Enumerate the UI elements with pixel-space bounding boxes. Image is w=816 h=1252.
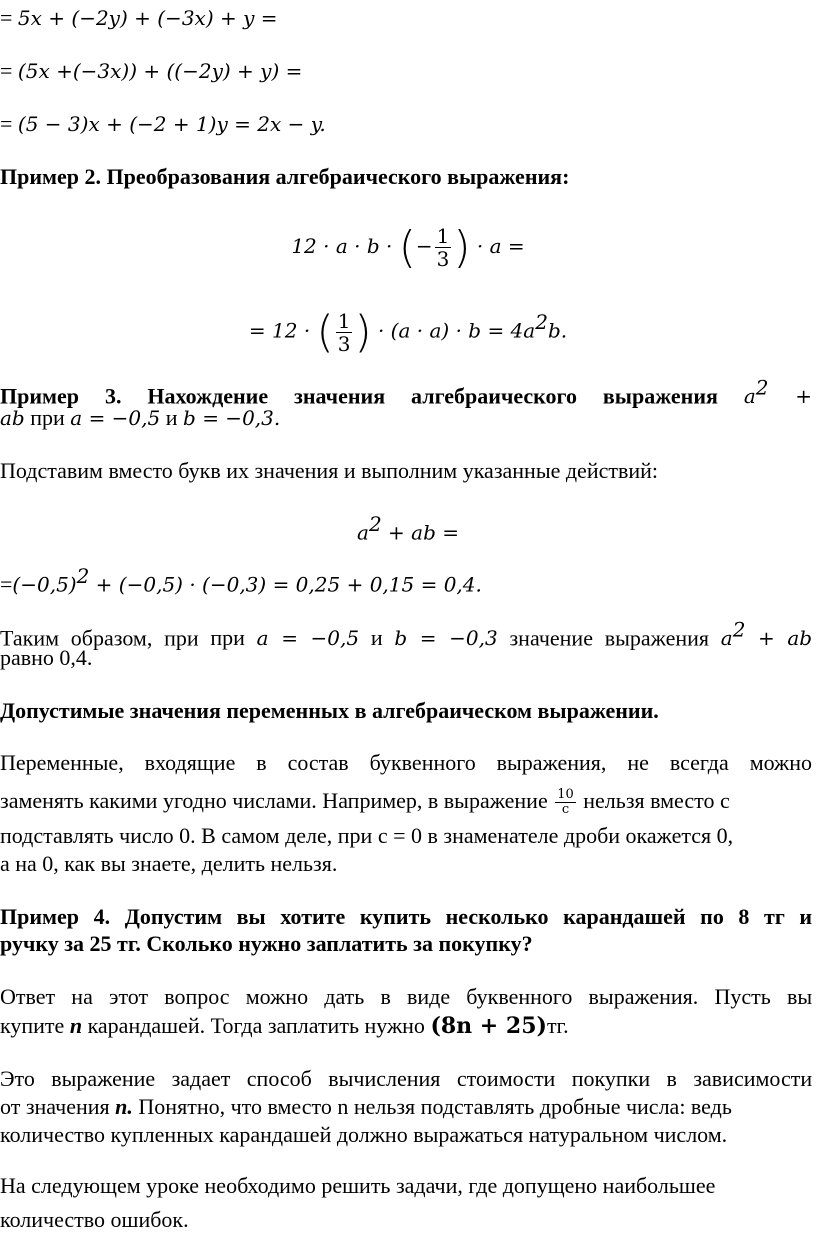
example-3-equation-2: $=(-0,5)^2 + (-0,5) \cdot (-0,3) = 0,25 + 0,15 = 0,4$. bbox=[0, 564, 482, 597]
example-3-equation-1: $a^2$ + ab = bbox=[357, 512, 459, 545]
example-3-conclusion: Таким образом, при при a = −0,5 и b = −0,3 значение выражения $a^2$ + ab bbox=[0, 618, 813, 651]
example-2-equation-2: = 12 · ( $\frac{1}{3}$ ) · $(a \cdot a) \cdot b = 4a^2b$. bbox=[248, 306, 568, 358]
example-3-substitute-text: Подставим вместо букв их значения и выполним указанные действий: bbox=[0, 458, 659, 483]
formula-line-1 bbox=[0, 4, 278, 32]
allowed-values-heading: Допустимые значения переменных в алгебраическом выражении. bbox=[0, 698, 659, 723]
equals-sign: = bbox=[0, 111, 13, 136]
example-4-heading: Пример 4. Допустим вы хотите купить несколько карандашей по 8 тг и bbox=[0, 904, 813, 929]
allowed-paragraph-line-3: подставлять число 0. В самом деле, при с = 0 в знаменателе дроби окажется 0, bbox=[0, 823, 734, 848]
example-4-answer-line-1: Ответ на этот вопрос можно дать в виде буквенного выражения. Пусть вы bbox=[0, 984, 813, 1009]
formula-text: (5 − 3)x + (−2 + 1)y = 2x − y. bbox=[17, 112, 326, 136]
formula-text: (5x +(−3x)) + ((−2y) + y) = bbox=[17, 59, 303, 83]
formula-line-2 bbox=[0, 57, 302, 85]
allowed-paragraph-line-2: заменять какими угодно числами. Например, в выражение $\frac{10}{c}$ нельзя вместо с bbox=[0, 787, 730, 818]
example-3-condition: ab при a = −0,5 и b = −0,3. bbox=[0, 405, 281, 430]
example-4-explanation-line-2: от значения n. Понятно, что вместо n нельзя подставлять дробные числа: ведь bbox=[0, 1094, 732, 1119]
example-3-heading: Пример 3. Нахождение значения алгебраического выражения $a^2$ + bbox=[0, 376, 813, 409]
example-3-conclusion-end: равно 0,4. bbox=[0, 645, 93, 670]
cost-expression: (8n + 25) bbox=[430, 1013, 547, 1039]
allowed-paragraph-line-1: Переменные, входящие в состав буквенного выражения, не всегда можно bbox=[0, 750, 813, 775]
next-lesson-line-1: На следующем уроке необходимо решить задачи, где допущено наибольшее bbox=[0, 1173, 716, 1198]
equals-sign: = bbox=[0, 58, 13, 83]
equals-sign: = bbox=[0, 5, 13, 30]
example-4-explanation-line-3: количество купленных карандашей должно выражаться натуральном числом. bbox=[0, 1122, 728, 1147]
example-4-answer-line-2: купите n карандашей. Тогда заплатить нужно (8n + 25)тг. bbox=[0, 1013, 569, 1039]
example-2-heading: Пример 2. Преобразования алгебраического выражения: bbox=[0, 164, 570, 189]
fraction-ten-over-c: $\frac{10}{c}$ bbox=[557, 787, 574, 818]
formula-text: 5x + (−2y) + (−3x) + y = bbox=[17, 6, 278, 30]
formula-line-3 bbox=[0, 110, 326, 138]
example-2-equation-1: 12 · a · b · (− $\frac{1}{3}$ ) · a = bbox=[291, 221, 525, 273]
next-lesson-line-2: количество ошибок. bbox=[0, 1207, 189, 1232]
fraction-one-third: $\frac{1}{3}$ bbox=[436, 224, 450, 272]
allowed-paragraph-line-4: а на 0, как вы знаете, делить нельзя. bbox=[0, 851, 338, 876]
fraction-one-third: $\frac{1}{3}$ bbox=[337, 308, 351, 356]
example-4-heading-line-2: ручку за 25 тг. Сколько нужно заплатить за покупку? bbox=[0, 931, 533, 956]
example-4-explanation-line-1: Это выражение задает способ вычисления стоимости покупки в зависимости bbox=[0, 1066, 813, 1091]
